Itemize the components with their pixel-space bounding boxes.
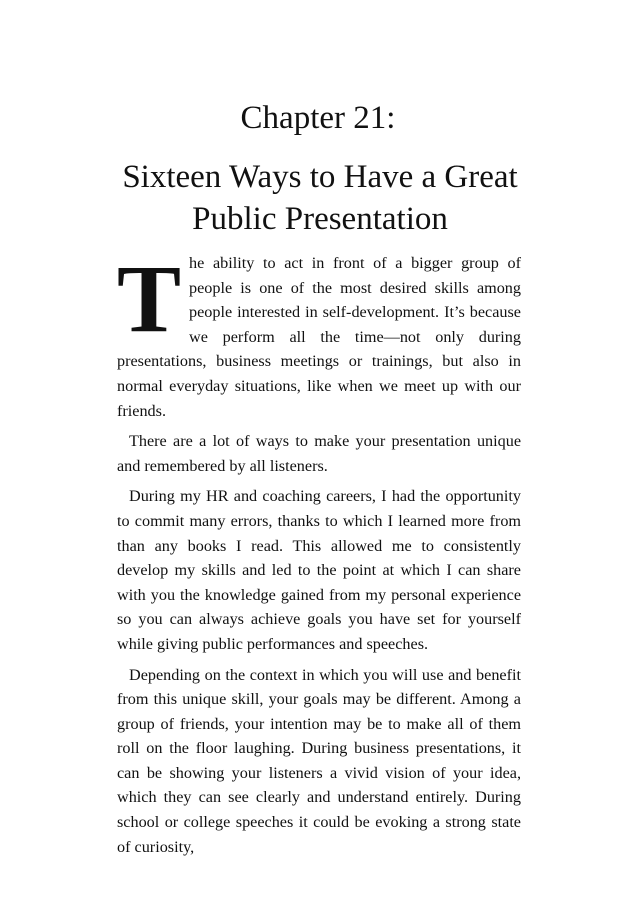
chapter-body	[117, 245, 521, 865]
paragraph-1-text: he ability to act in front of a bigger group of people is one of the most desired skills among people interested in self-development. It’s because we perform all the time—not only during presentations, business meetings or trainings, but also in normal everyday situations, like when we meet up with our friends.	[117, 254, 521, 420]
chapter-number: Chapter 21:	[240, 100, 396, 136]
paragraph-3: During my HR and coaching careers, I had the opportunity to commit many errors, thanks to which I learned more from than any books I read. This allowed me to consistently develop my skills and led to the point at which I can share with you the knowledge gained from my personal experience so you can always achieve goals you have set for yourself while giving public performances and speeches.	[117, 487, 521, 653]
paragraph-4: Depending on the context in which you will use and benefit from this unique skill, your goals may be different. Among a group of friends, your intention may be to make all of them roll on the floor laughing. During business presentations, it can be showing your listeners a vivid vision of your idea, which they can see clearly and understand entirely. During school or college speeches it could be evoking a strong state of curiosity,	[117, 665, 521, 856]
drop-cap: T	[117, 245, 182, 352]
chapter-title: Sixteen Ways to Have a Great Public Presentation	[122, 159, 518, 237]
paragraph-2: There are a lot of ways to make your presentation unique and remembered by all listeners.	[117, 432, 521, 475]
paragraph-1	[117, 245, 521, 423]
